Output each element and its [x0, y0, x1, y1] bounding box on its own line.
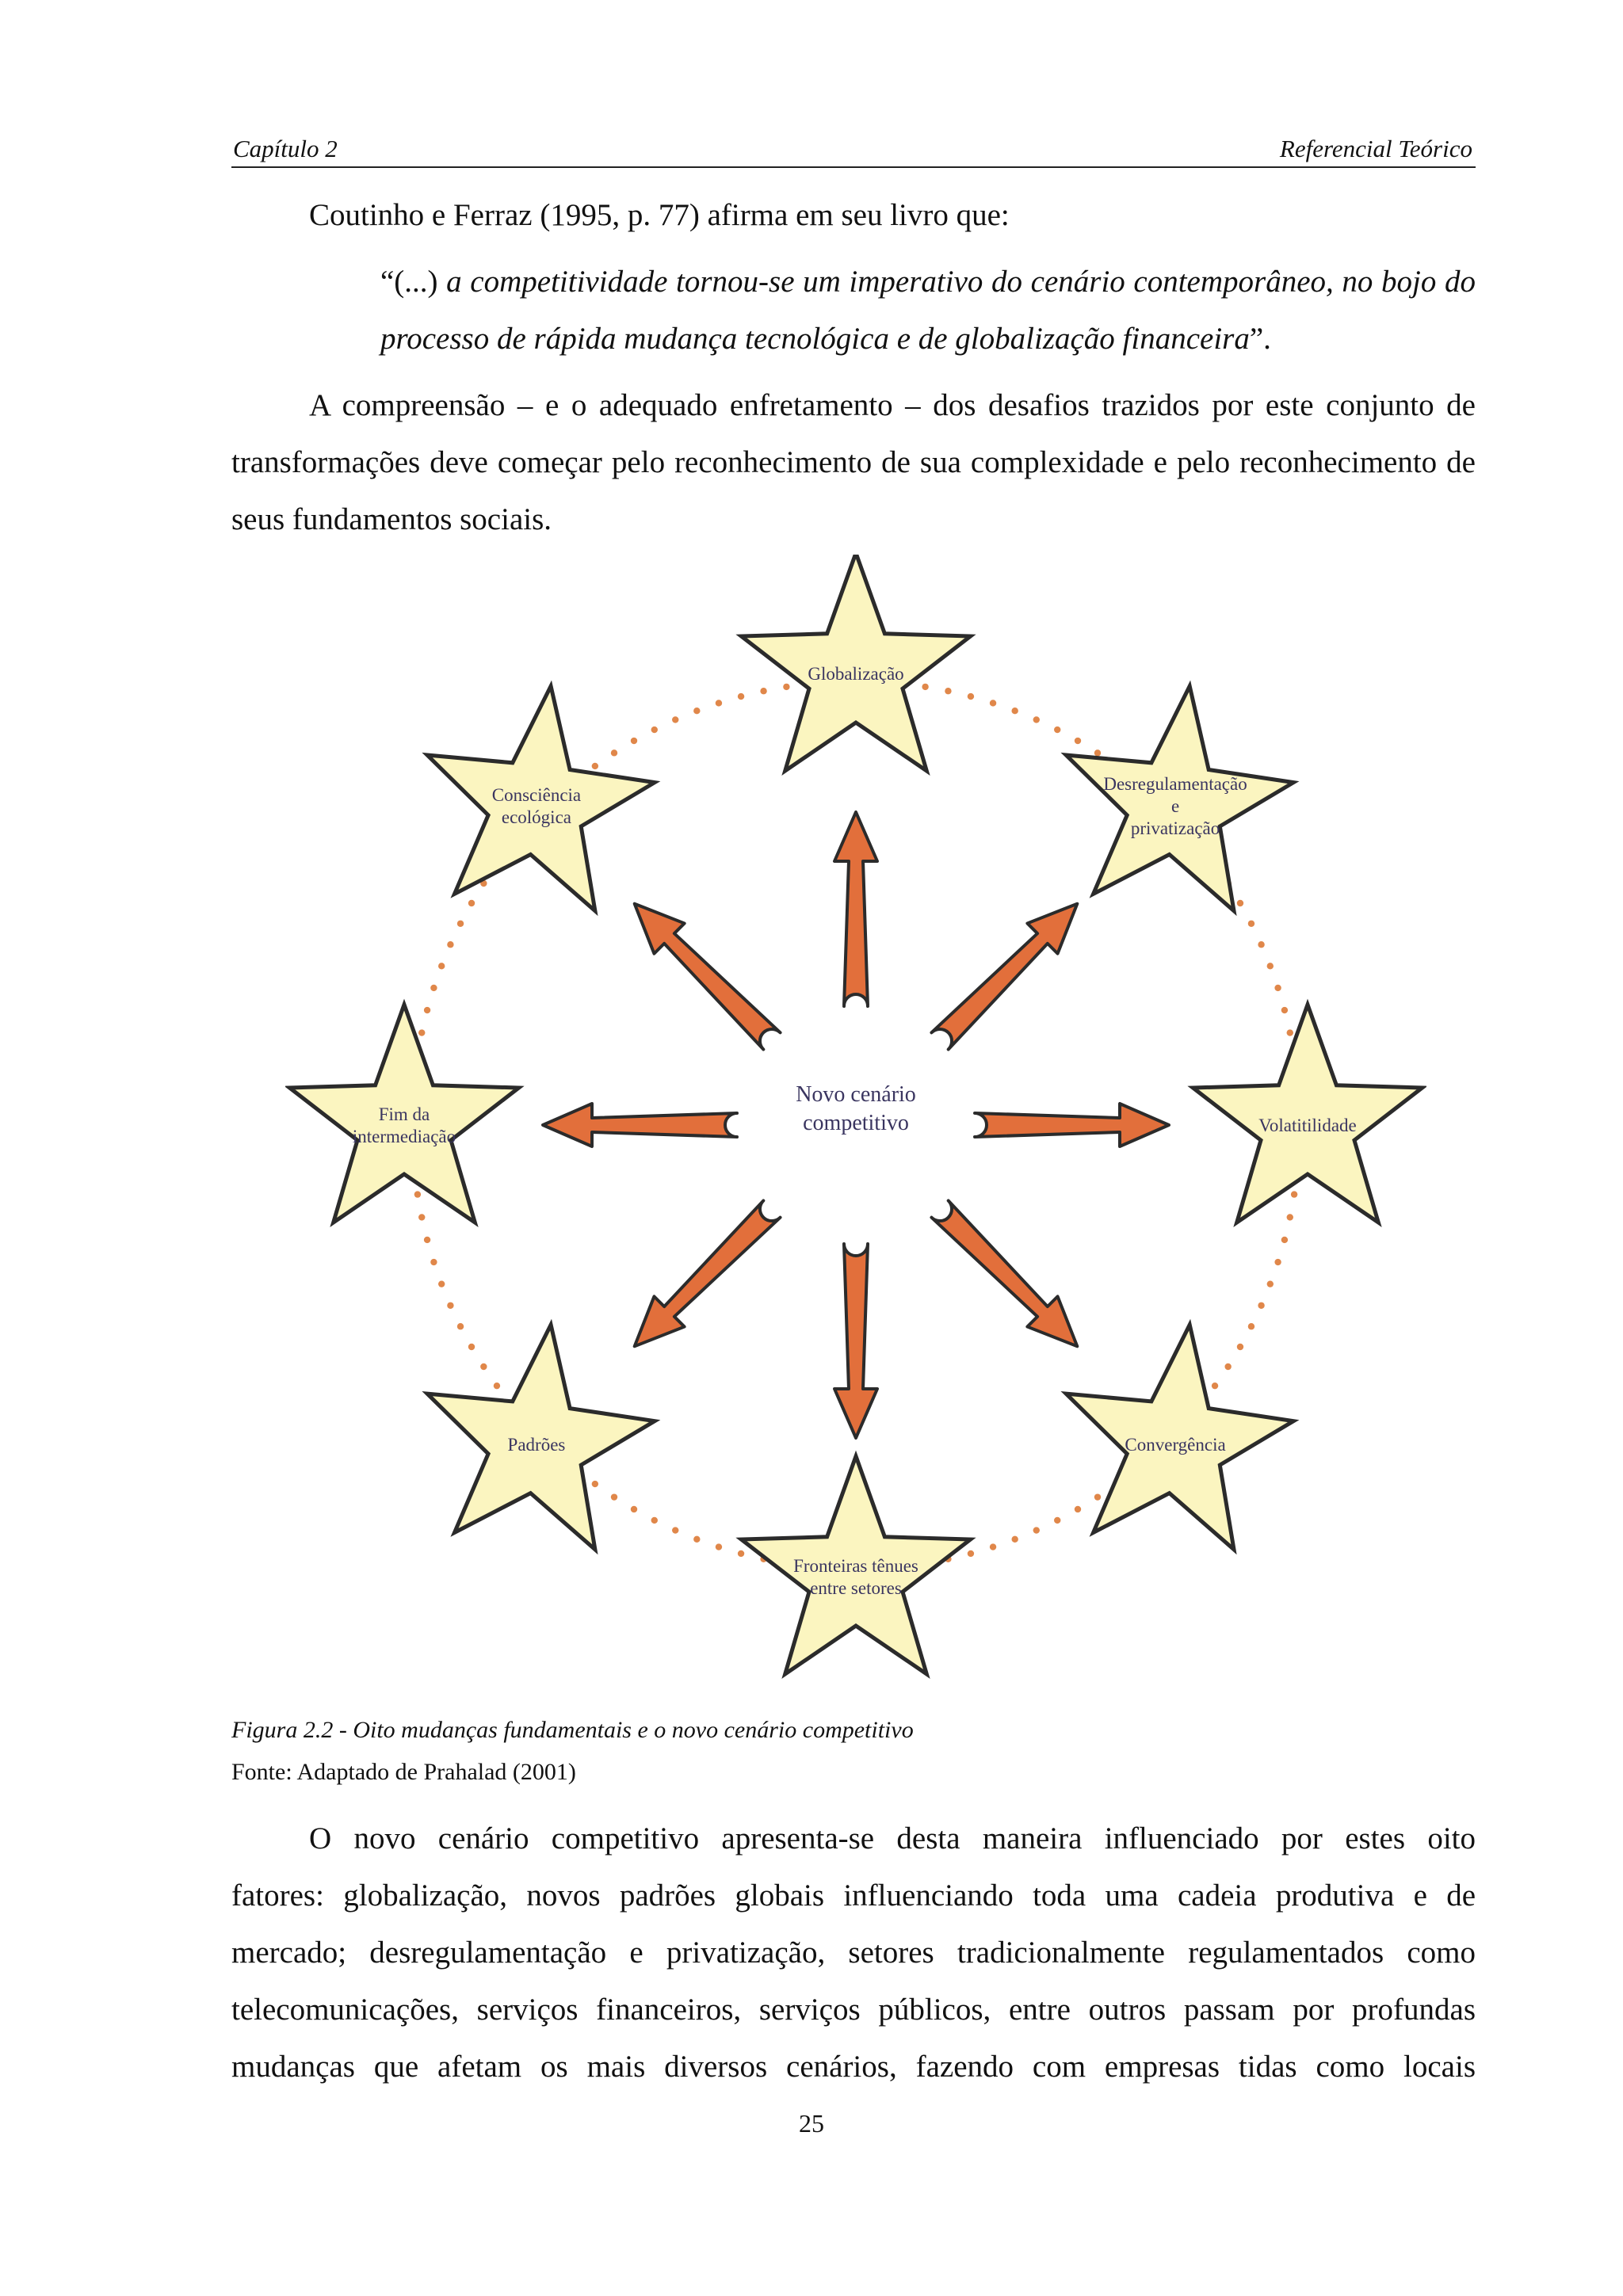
- star-label: Globalização: [808, 664, 904, 684]
- star-label: ecológica: [501, 807, 572, 827]
- figure-source: Fonte: Adaptado de Prahalad (2001): [231, 1759, 576, 1785]
- paragraph-2-line: O novo cenário competitivo apresenta-se desta maneira influenciado por estes oito: [309, 1821, 1476, 1855]
- arrow: [834, 1244, 877, 1438]
- ring-dot: [716, 1543, 722, 1550]
- ring-dot: [1094, 1493, 1101, 1500]
- ring-dot: [631, 738, 637, 744]
- running-header: [231, 133, 1476, 168]
- ring-dot: [430, 1259, 437, 1265]
- page-number: 25: [799, 2109, 824, 2138]
- paragraph-1: A compreensão – e o adequado enfretamento – dos desafios trazidos por este conjunto de transformações deve começar pelo reconhecimento de sua complexidade e pelo reconhecimento de seus fundamentos sociais.: [231, 388, 1476, 536]
- star: [1066, 686, 1293, 911]
- star: [1193, 1005, 1422, 1222]
- ring-dot: [990, 1543, 996, 1550]
- ring-dot: [447, 1302, 453, 1309]
- quote-open: “(...): [380, 265, 447, 299]
- ring-dot: [438, 963, 445, 969]
- ring-dot: [1033, 1527, 1040, 1533]
- ring-dot: [1267, 963, 1274, 969]
- star-label: privatização: [1130, 818, 1220, 838]
- intro-paragraph: Coutinho e Ferraz (1995, p. 77) afirma em seu livro que:: [309, 198, 1010, 232]
- block-quote: [380, 254, 1476, 368]
- chapter-label: Capítulo 2: [233, 135, 338, 162]
- ring-dot: [968, 693, 974, 700]
- ring-dot: [611, 1493, 617, 1500]
- ring-dot: [738, 1550, 744, 1557]
- ring-dot: [945, 688, 951, 694]
- star-label: Padrões: [507, 1435, 566, 1455]
- ring-dot: [651, 727, 658, 733]
- star-label: Desregulamentação: [1103, 773, 1247, 794]
- arrow: [635, 904, 781, 1050]
- ring-dot: [1281, 1237, 1288, 1243]
- paragraph-2-line: telecomunicações, serviços financeiros, serviços públicos, entre outros passam por profundas: [231, 1993, 1476, 2027]
- ring-dot: [418, 1214, 425, 1220]
- ring-dot: [1075, 738, 1081, 744]
- ring-dot: [1287, 1029, 1293, 1035]
- section-label: Referencial Teórico: [1279, 135, 1472, 162]
- ring-dot: [430, 985, 437, 991]
- ring-dot: [1248, 1323, 1254, 1329]
- ring-dot: [672, 1527, 678, 1533]
- center-label-line-2: competitivo: [803, 1111, 909, 1135]
- ring-dot: [1033, 716, 1040, 723]
- ring-dot: [414, 1191, 421, 1197]
- ring-dot: [1212, 1383, 1218, 1389]
- ring-dot: [480, 1363, 487, 1370]
- arrow: [635, 1200, 781, 1346]
- ring-dot: [738, 693, 744, 700]
- star-label: intermediação: [352, 1127, 456, 1146]
- ring-dot: [968, 1550, 974, 1557]
- ring-dot: [1054, 727, 1060, 733]
- ring-dot: [1011, 1536, 1018, 1543]
- ring-dot: [494, 1383, 500, 1389]
- figure-caption: Figura 2.2 - Oito mudanças fundamentais e o novo cenário competitivo: [231, 1717, 914, 1743]
- arrow: [975, 1104, 1169, 1146]
- ring-dot: [457, 1323, 464, 1329]
- ring-dot: [1258, 1302, 1264, 1309]
- ring-dot: [1248, 921, 1254, 927]
- ring-dot: [457, 921, 464, 927]
- arrow: [834, 812, 877, 1006]
- ring-dot: [1258, 941, 1264, 948]
- ring-dot: [438, 1280, 445, 1287]
- ring-dot: [1274, 985, 1281, 991]
- paragraph-2-line: fatores: globalização, novos padrões globais influenciando toda uma cadeia produtiva e de: [231, 1878, 1476, 1913]
- ring-dot: [1224, 1363, 1231, 1370]
- ring-dot: [1274, 1259, 1281, 1265]
- ring-dot: [922, 684, 928, 690]
- ring-dot: [447, 941, 453, 948]
- star-label: Convergência: [1125, 1435, 1226, 1455]
- arrow: [931, 904, 1077, 1050]
- arrow: [543, 1104, 737, 1146]
- arrow: [931, 1200, 1077, 1346]
- star: [741, 555, 970, 771]
- paragraph-2-line: mudanças que afetam os mais diversos cenários, fazendo com empresas tidas como locais: [231, 2050, 1476, 2084]
- ring-dot: [1011, 707, 1018, 714]
- star-label: entre setores: [810, 1578, 902, 1598]
- ring-dot: [1075, 1506, 1081, 1512]
- ring-dot: [651, 1517, 658, 1524]
- ring-dot: [611, 749, 617, 756]
- ring-dot: [468, 900, 475, 906]
- ring-dot: [1281, 1007, 1288, 1013]
- paragraph-2: [231, 1810, 1476, 2096]
- ring-dot: [760, 688, 766, 694]
- ring-dot: [1291, 1191, 1297, 1197]
- ring-dot: [424, 1237, 430, 1243]
- ring-dot: [1287, 1214, 1293, 1220]
- star-label: Consciência: [491, 784, 582, 805]
- ring-dot: [468, 1344, 475, 1350]
- ring-dot: [1054, 1517, 1060, 1524]
- figure-diagram: [285, 555, 1426, 1695]
- ring-dot: [783, 684, 789, 690]
- ring-dot: [631, 1506, 637, 1512]
- star-label: Fronteiras tênues: [793, 1556, 918, 1576]
- ring-dot: [672, 716, 678, 723]
- ring-dot: [1237, 900, 1243, 906]
- star-label: e: [1170, 795, 1180, 816]
- ring-dot: [1267, 1280, 1274, 1287]
- quote-close: ”.: [1249, 322, 1271, 356]
- center-label-line-1: Novo cenário: [796, 1082, 916, 1107]
- quote-text: a competitividade tornou-se um imperativo do cenário contemporâneo, no bojo do processo de rápida mudança tecnológica e de globalização financeira: [380, 265, 1476, 356]
- ring-dot: [693, 1536, 700, 1543]
- star-label: Volatitilidade: [1258, 1116, 1357, 1135]
- ring-dot: [990, 700, 996, 706]
- ring-dot: [1237, 1344, 1243, 1350]
- ring-dot: [592, 763, 598, 769]
- ring-dot: [716, 700, 722, 706]
- ring-dot: [693, 707, 700, 714]
- ring-dot: [418, 1029, 425, 1035]
- ring-dot: [424, 1007, 430, 1013]
- star-label: Fim da: [378, 1104, 430, 1124]
- ring-dot: [592, 1481, 598, 1487]
- paragraph-2-line: mercado; desregulamentação e privatização, setores tradicionalmente regulamentados como: [231, 1936, 1476, 1970]
- ring-dot: [1094, 749, 1101, 756]
